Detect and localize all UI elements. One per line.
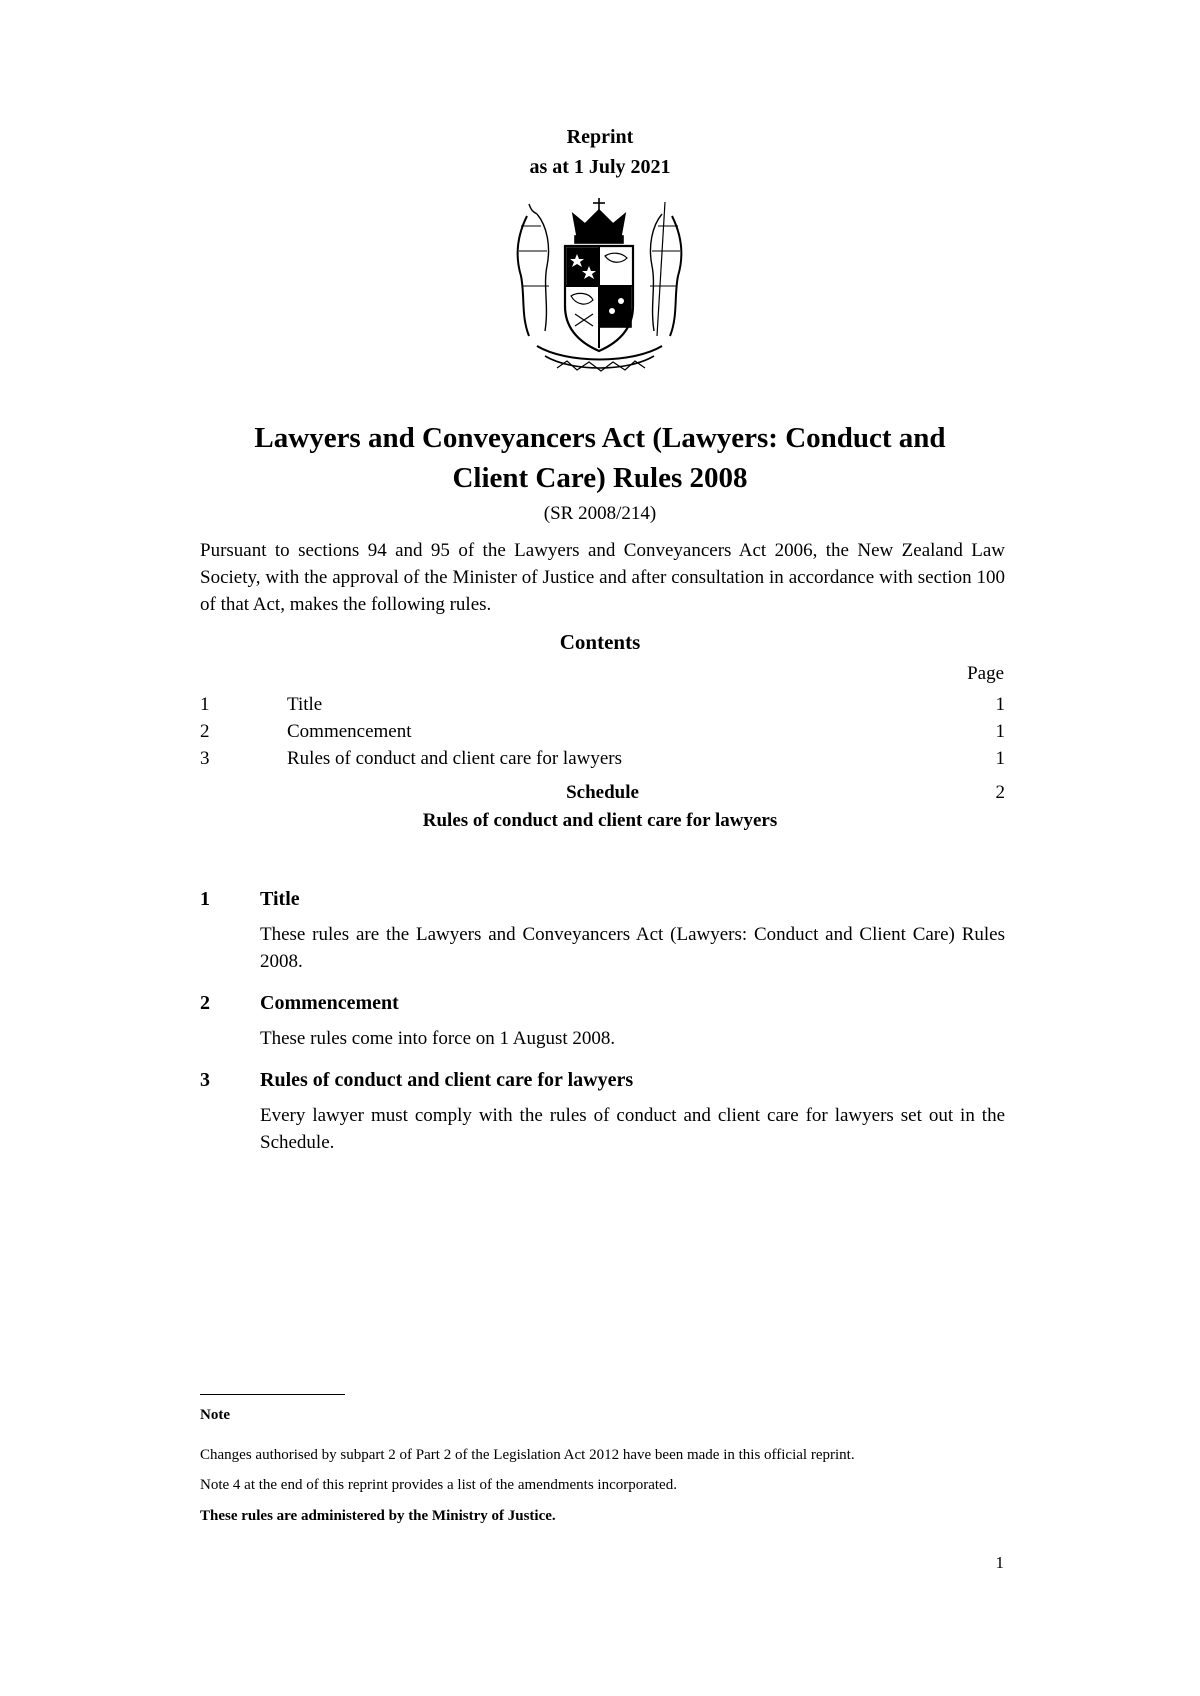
reprint-label: Reprint: [566, 126, 634, 148]
note-heading: Note: [200, 1407, 230, 1423]
toc-item[interactable]: [200, 694, 1005, 722]
contents-page-label: Page: [967, 663, 1004, 684]
document-title-line-2: Client Care) Rules 2008: [452, 462, 748, 494]
toc-item-page: 1: [995, 694, 1005, 715]
toc-item-title[interactable]: Rules of conduct and client care for lawyers: [287, 748, 623, 769]
toc-schedule-page: 2: [995, 782, 1005, 803]
toc-item-title[interactable]: Title: [287, 694, 323, 715]
section-heading: Rules of conduct and client care for lawyers: [260, 1069, 634, 1091]
section-body: These rules come into force on 1 August 2008.: [260, 1028, 616, 1049]
toc-item-page: 1: [995, 748, 1005, 769]
footnote-rule: [200, 1394, 345, 1395]
toc-item-title[interactable]: Commencement: [287, 721, 412, 742]
toc-item[interactable]: [200, 721, 1005, 749]
section-number: 3: [200, 1069, 210, 1091]
section-number: 2: [200, 992, 210, 1014]
section-heading: Commencement: [260, 992, 399, 1014]
toc-item-number: 1: [200, 694, 210, 715]
nz-coat-of-arms-icon: [507, 196, 692, 379]
section-body: Every lawyer must comply with the rules of conduct and client care for lawyers set out in the Schedule.: [260, 1105, 1005, 1153]
note-line: Changes authorised by subpart 2 of Part 2 of the Legislation Act 2012 have been made in this official reprint.: [200, 1447, 855, 1463]
toc-item-page: 1: [995, 721, 1005, 742]
reprint-date: as at 1 July 2021: [529, 156, 671, 178]
toc-item-number: 3: [200, 748, 210, 769]
note-line: Note 4 at the end of this reprint provides a list of the amendments incorporated.: [200, 1477, 677, 1493]
toc-item[interactable]: [200, 748, 1005, 776]
page-number: 1: [995, 1553, 1004, 1572]
section-heading: Title: [260, 888, 300, 910]
section-number: 1: [200, 888, 210, 910]
preamble: Pursuant to sections 94 and 95 of the Lawyers and Conveyancers Act 2006, the New Zealand Law Society, with the approval of the Minister of Justice and after consultation in accordance with section 100 of that Act, makes the following rules.: [200, 540, 1005, 615]
note-administered: These rules are administered by the Ministry of Justice.: [200, 1508, 556, 1524]
toc-schedule-subtitle[interactable]: Rules of conduct and client care for lawyers: [422, 810, 778, 831]
toc-schedule-title[interactable]: Schedule: [566, 782, 639, 803]
sr-number: (SR 2008/214): [543, 503, 657, 524]
document-title-line-1: Lawyers and Conveyancers Act (Lawyers: Conduct and: [254, 422, 946, 454]
section-body: These rules are the Lawyers and Conveyancers Act (Lawyers: Conduct and Client Care) Rules 2008.: [260, 924, 1005, 972]
toc-item-number: 2: [200, 721, 210, 742]
contents-heading: Contents: [559, 630, 641, 654]
